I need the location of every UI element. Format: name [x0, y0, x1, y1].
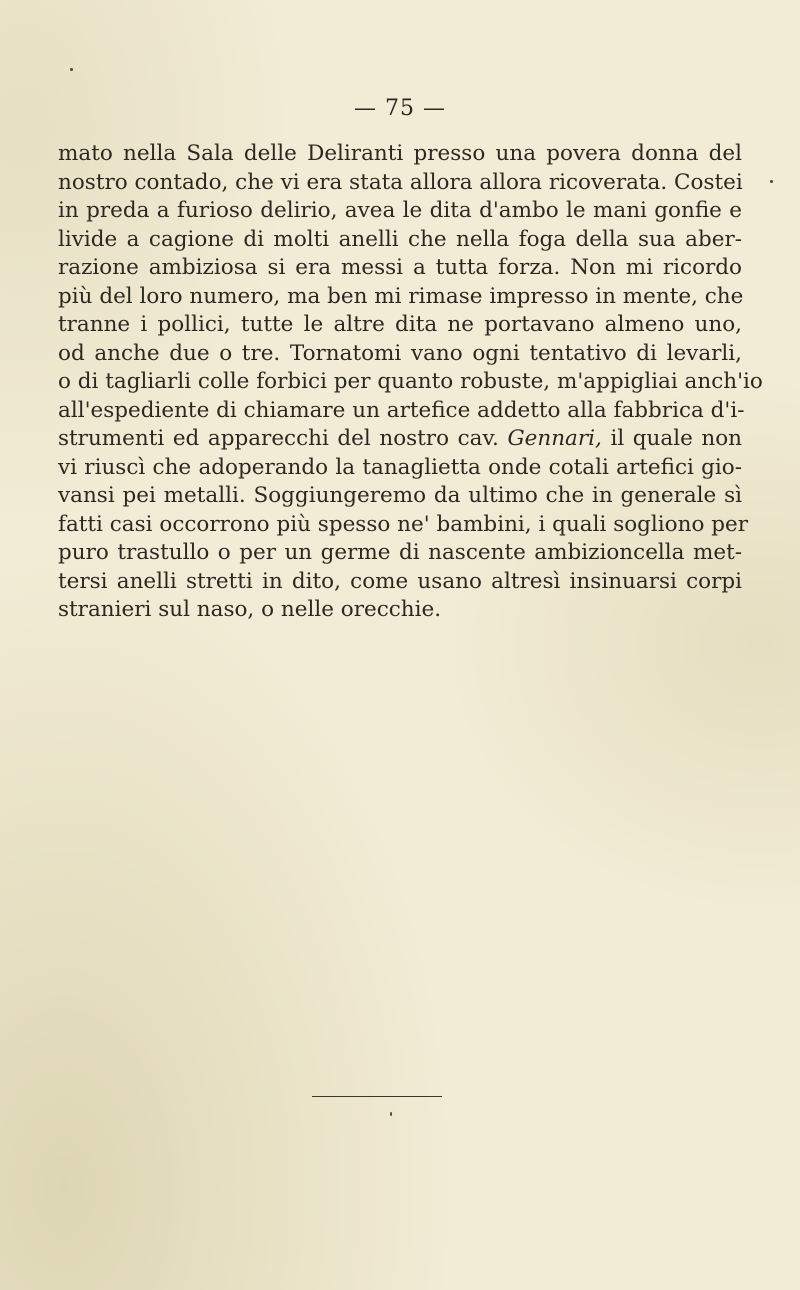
text-line-5: razione ambiziosa si era messi a tutta forza. Non mi ricordo	[58, 255, 742, 280]
text-line-16: tersi anelli stretti in dito, come usano altresì insinuarsi corpi	[58, 568, 742, 594]
text-line-4: livide a cagione di molti anelli che nella foga della sua aber-	[58, 226, 742, 252]
body-paragraph	[58, 140, 763, 625]
text-line-17: stranieri sul naso, o nelle orecchie.	[58, 597, 442, 622]
text-line-10: all'espediente di chiamare un artefice addetto alla fabbrica d'i-	[58, 397, 745, 423]
page-number: — 75 —	[354, 96, 446, 121]
text-line-7: tranne i pollici, tutte le altre dita ne portavano almeno uno,	[58, 312, 742, 337]
text-line-12: vi riuscì che adoperando la tanaglietta onde cotali artefici gio-	[58, 454, 742, 480]
text-line-11-end: il quale non	[610, 426, 742, 451]
text-line-15: puro trastullo o per un germe di nascente ambizioncella met-	[58, 540, 742, 565]
text-line-13: vansi pei metalli. Soggiungeremo da ultimo che in generale sì	[58, 483, 742, 508]
text-line-11-start: strumenti ed apparecchi del nostro cav.	[58, 426, 499, 451]
text-line-6: più del loro numero, ma ben mi rimase impresso in mente, che	[58, 283, 744, 309]
ink-speck	[770, 180, 773, 183]
text-line-1: mato nella Sala delle Deliranti presso una povera donna del	[58, 141, 742, 166]
name-gennari: Gennari,	[507, 426, 602, 451]
text-line-3: in preda a furioso delirio, avea le dita d'ambo le mani gonfie e	[58, 198, 742, 223]
ink-speck	[70, 68, 73, 71]
section-divider-rule	[312, 1096, 442, 1097]
text-line-2: nostro contado, che vi era stata allora allora ricoverata. Costei	[58, 169, 743, 195]
ink-speck	[390, 1112, 392, 1116]
text-line-8: od anche due o tre. Tornatomi vano ogni tentativo di levarli,	[58, 340, 742, 366]
text-line-11	[58, 425, 742, 454]
text-line-14: fatti casi occorrono più spesso ne' bambini, i quali sogliono per	[58, 511, 749, 537]
text-line-9: o di tagliarli colle forbici per quanto robuste, m'appigliai anch'io	[58, 369, 763, 394]
